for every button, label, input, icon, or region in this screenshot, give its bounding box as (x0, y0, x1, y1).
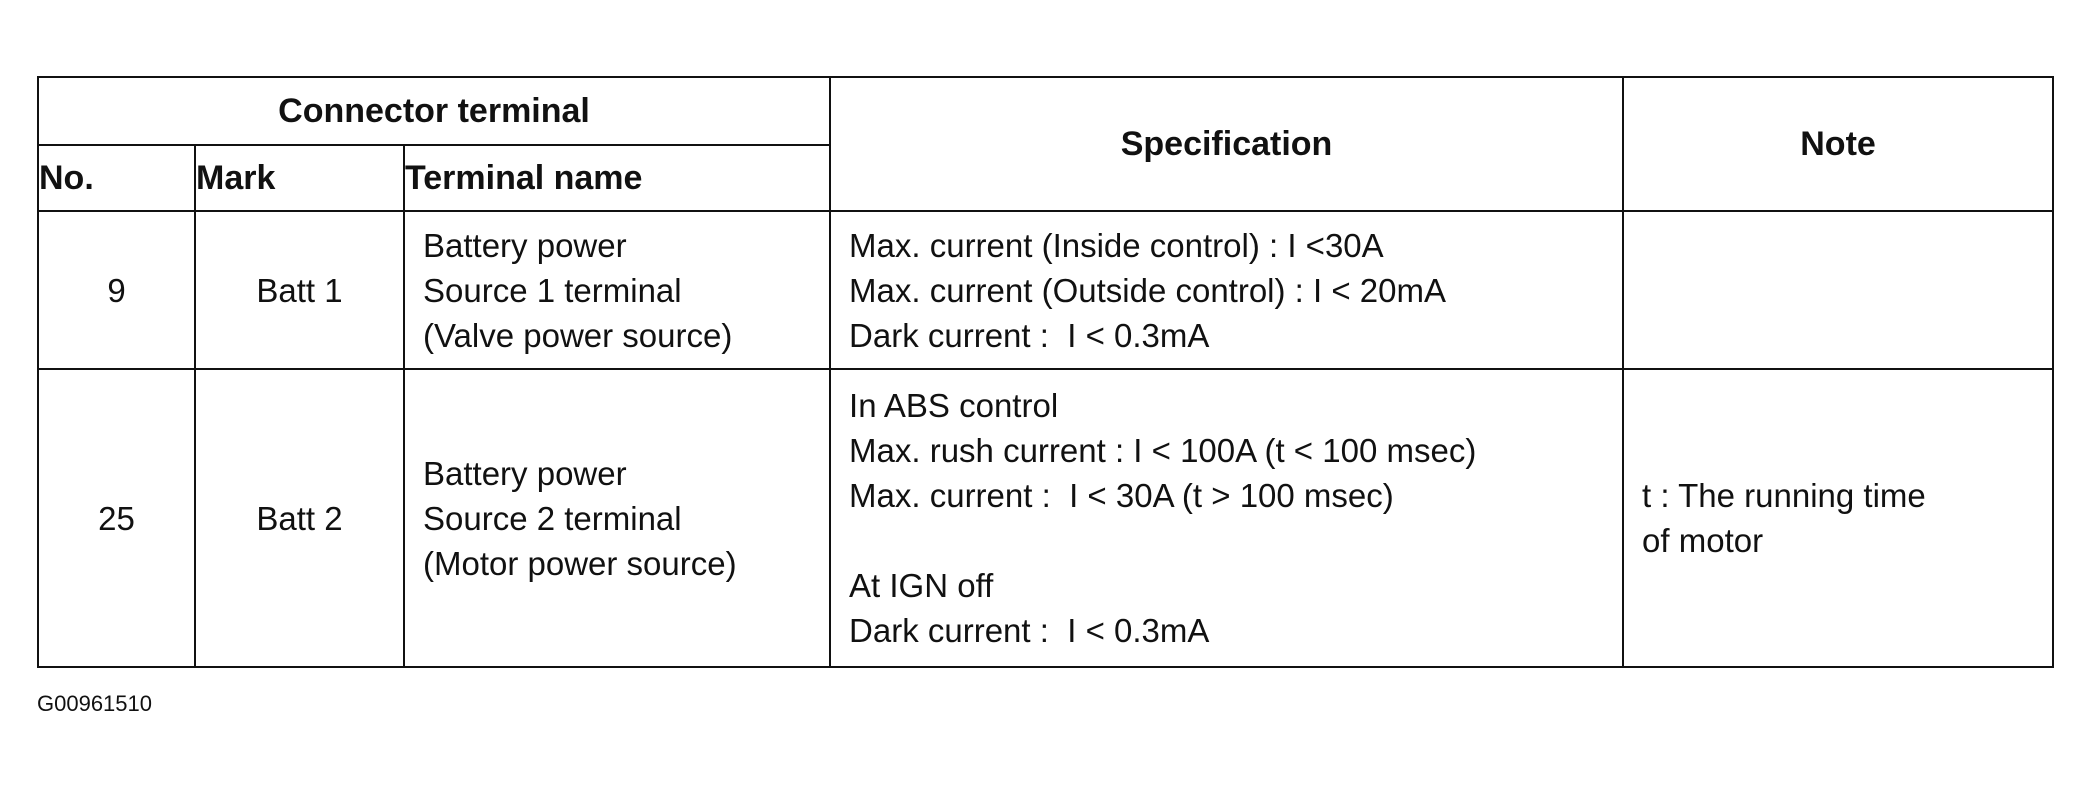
table-row (38, 369, 2053, 667)
table-row (38, 211, 2053, 369)
header-note: Note (1623, 77, 2053, 211)
cell-mark: Batt 1 (195, 211, 404, 369)
header-no: No. (38, 145, 195, 211)
terminal-name-line: (Valve power source) (423, 316, 733, 354)
specification-line: Max. current (Inside control) : I <30A (849, 226, 1384, 264)
specification-line: Max. current (Outside control) : I < 20mA (849, 271, 1446, 309)
cell-specification (830, 369, 1623, 667)
header-connector-terminal: Connector terminal (38, 77, 830, 145)
terminal-name-line: Source 1 terminal (423, 271, 682, 309)
specification-line: Max. current : I < 30A (t > 100 msec) (849, 477, 1394, 514)
cell-terminal-name (404, 369, 830, 667)
header-terminal-name: Terminal name (404, 145, 830, 211)
note-line: of motor (1642, 522, 1764, 559)
figure-code: G00961510 (37, 691, 152, 716)
connector-terminal-table (37, 76, 2054, 668)
cell-note (1623, 211, 2053, 369)
specification-spacer (849, 518, 1622, 563)
terminal-name-line: Battery power (423, 454, 627, 492)
specification-line: In ABS control (849, 387, 1059, 424)
note-line: t : The running time (1642, 477, 1926, 514)
terminal-name-line: Source 2 terminal (423, 499, 682, 537)
specification-line: Max. rush current : I < 100A (t < 100 msec) (849, 432, 1477, 469)
specification-line: Dark current : I < 0.3mA (849, 316, 1210, 354)
cell-terminal-name (404, 211, 830, 369)
specification-line: Dark current : I < 0.3mA (849, 612, 1210, 649)
cell-specification (830, 211, 1623, 369)
header-mark: Mark (195, 145, 404, 211)
terminal-name-line: Battery power (423, 226, 627, 264)
specification-line: At IGN off (849, 567, 994, 604)
cell-note (1623, 369, 2053, 667)
cell-no: 25 (38, 369, 195, 667)
terminal-name-line: (Motor power source) (423, 544, 737, 582)
cell-mark: Batt 2 (195, 369, 404, 667)
cell-no: 9 (38, 211, 195, 369)
header-specification: Specification (830, 77, 1623, 211)
